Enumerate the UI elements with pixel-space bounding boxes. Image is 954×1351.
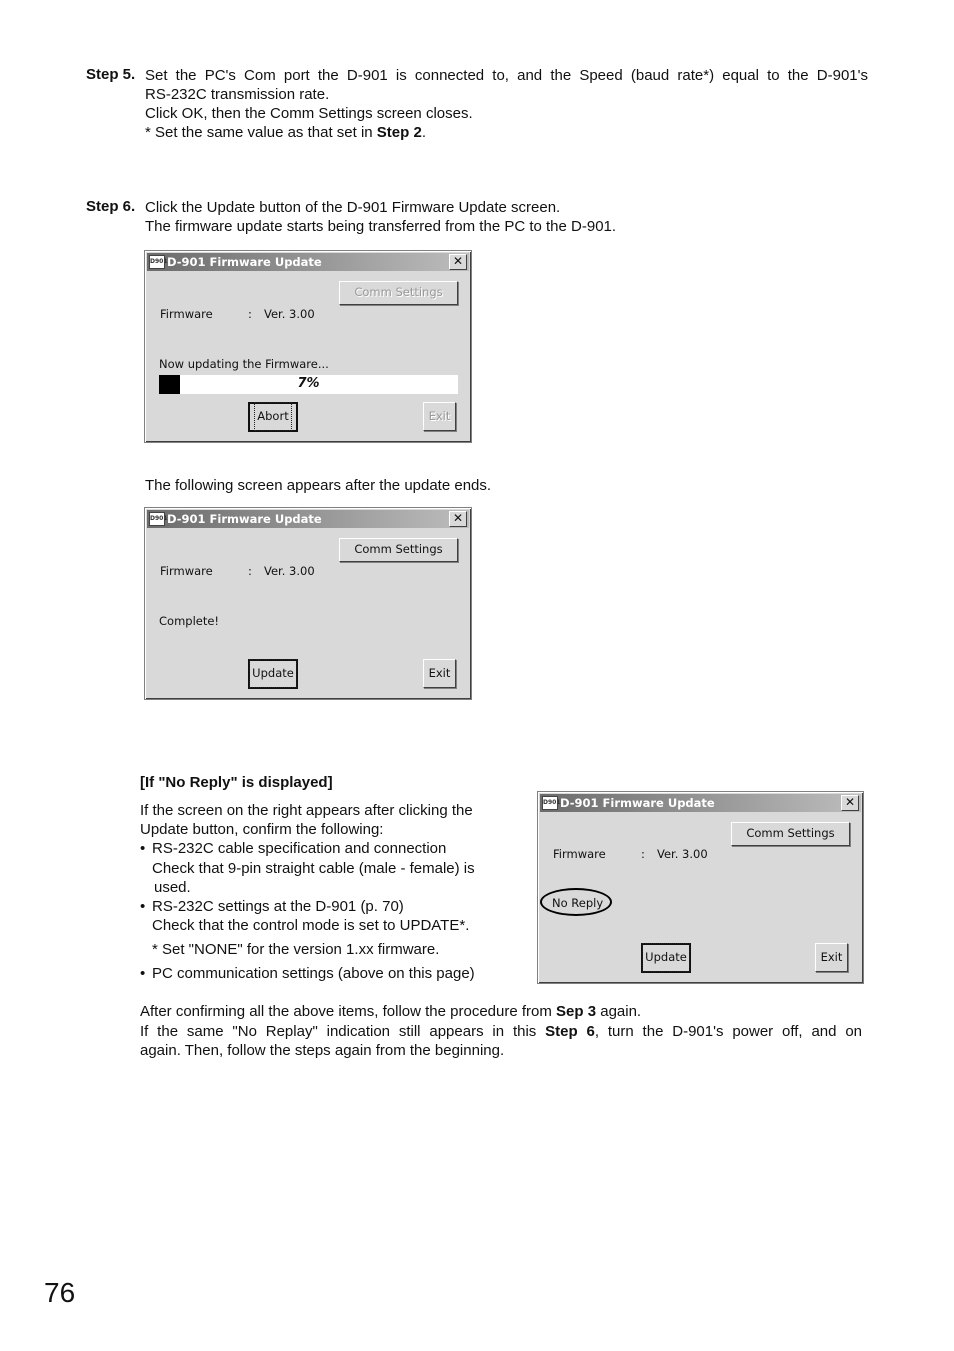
footer-line3: again. Then, follow the steps again from the beginning. [140, 1042, 505, 1059]
status-text: No Reply [552, 896, 604, 910]
comm-settings-label: Comm Settings [354, 285, 443, 299]
firmware-version: Ver. 3.00 [657, 847, 708, 861]
step6-line1: Click the Update button of the D-901 Firmware Update screen. [145, 199, 561, 216]
dialog-updating [144, 250, 472, 443]
item2-note: * Set "NONE" for the version 1.xx firmware. [152, 941, 440, 958]
step5-note [145, 123, 426, 142]
progress-label: 7% [297, 376, 320, 391]
exit-button[interactable] [423, 402, 456, 431]
exit-button[interactable] [423, 659, 456, 688]
dialog-complete [144, 507, 472, 700]
update-label: Update [251, 661, 295, 686]
close-icon[interactable]: ✕ [449, 511, 467, 527]
firmware-version: Ver. 3.00 [264, 307, 315, 321]
bullet-2: • [140, 898, 146, 915]
update-button[interactable] [248, 659, 298, 689]
step5-label: Step 5. [86, 66, 136, 83]
footer-line1-text: After confirming all the above items, follow the procedure from [140, 1003, 557, 1020]
app-icon: D901 [149, 255, 165, 269]
item2: RS-232C settings at the D-901 (p. 70) [152, 898, 404, 915]
step5-note-bold: Step 2 [376, 124, 422, 141]
abort-label: Abort [256, 404, 289, 429]
dialog-title: D-901 Firmware Update [560, 796, 715, 810]
comm-settings-label: Comm Settings [354, 542, 443, 556]
firmware-label: Firmware [160, 564, 213, 578]
firmware-colon: : [248, 564, 252, 578]
dialog-title: D-901 Firmware Update [167, 512, 322, 526]
status-text: Now updating the Firmware... [159, 357, 329, 371]
step6-label: Step 6. [86, 198, 136, 215]
footer-line1 [140, 1002, 641, 1021]
dialog-titlebar [540, 794, 861, 812]
footer-line1-suffix: again. [596, 1003, 642, 1020]
comm-settings-button[interactable] [339, 281, 458, 305]
comm-settings-button[interactable] [731, 822, 850, 846]
step5-note-suffix: . [421, 124, 426, 141]
exit-label: Exit [820, 950, 843, 964]
item1-sub2: used. [154, 879, 191, 896]
update-label: Update [644, 945, 688, 970]
firmware-colon: : [248, 307, 252, 321]
bullet-3: • [140, 965, 146, 982]
exit-button[interactable] [815, 943, 848, 972]
no-reply-intro2: Update button, confirm the following: [140, 821, 384, 838]
dialog-titlebar [147, 253, 469, 271]
dialog-no-reply [537, 791, 864, 984]
app-icon: D901 [542, 796, 558, 810]
item1: RS-232C cable specification and connection [152, 840, 447, 857]
after-update-text: The following screen appears after the update ends. [145, 477, 492, 494]
step6-line2: The firmware update starts being transferred from the PC to the D-901. [145, 218, 617, 235]
item2-sub: Check that the control mode is set to UPDATE*. [152, 917, 470, 934]
firmware-label: Firmware [160, 307, 213, 321]
item3: PC communication settings (above on this page) [152, 965, 475, 982]
footer-line2-bold: Step 6 [545, 1023, 595, 1040]
footer-line2 [140, 1022, 862, 1041]
dialog-titlebar [147, 510, 469, 528]
app-icon: D901 [149, 512, 165, 526]
update-button[interactable] [641, 943, 691, 973]
exit-label: Exit [428, 666, 451, 680]
step5-line3: Click OK, then the Comm Settings screen closes. [145, 105, 473, 122]
footer-line2-suffix: , turn the D-901's power off, and on [594, 1023, 863, 1040]
page-number: 76 [44, 1277, 76, 1308]
close-icon[interactable]: ✕ [841, 795, 859, 811]
exit-label: Exit [428, 409, 451, 423]
step5-line1: Set the PC's Com port the D-901 is connected to, and the Speed (baud rate*) equal to the D-901's [145, 67, 868, 84]
step5-note-text: * Set the same value as that set in [145, 124, 377, 141]
no-reply-heading: [If "No Reply" is displayed] [140, 774, 333, 791]
status-text: Complete! [159, 614, 220, 628]
no-reply-intro1: If the screen on the right appears after clicking the [140, 802, 473, 819]
item1-sub1: Check that 9-pin straight cable (male - female) is [152, 860, 475, 877]
close-icon[interactable]: ✕ [449, 254, 467, 270]
comm-settings-label: Comm Settings [746, 826, 835, 840]
footer-line1-bold: Sep 3 [556, 1003, 597, 1020]
firmware-colon: : [641, 847, 645, 861]
dialog-title: D-901 Firmware Update [167, 255, 322, 269]
footer-line2-text: If the same "No Replay" indication still appears in this [140, 1023, 546, 1040]
abort-button[interactable] [248, 402, 298, 432]
firmware-label: Firmware [553, 847, 606, 861]
comm-settings-button[interactable] [339, 538, 458, 562]
progress-bar [159, 375, 458, 394]
step5-line2: RS-232C transmission rate. [145, 86, 330, 103]
firmware-version: Ver. 3.00 [264, 564, 315, 578]
bullet-1: • [140, 840, 146, 857]
